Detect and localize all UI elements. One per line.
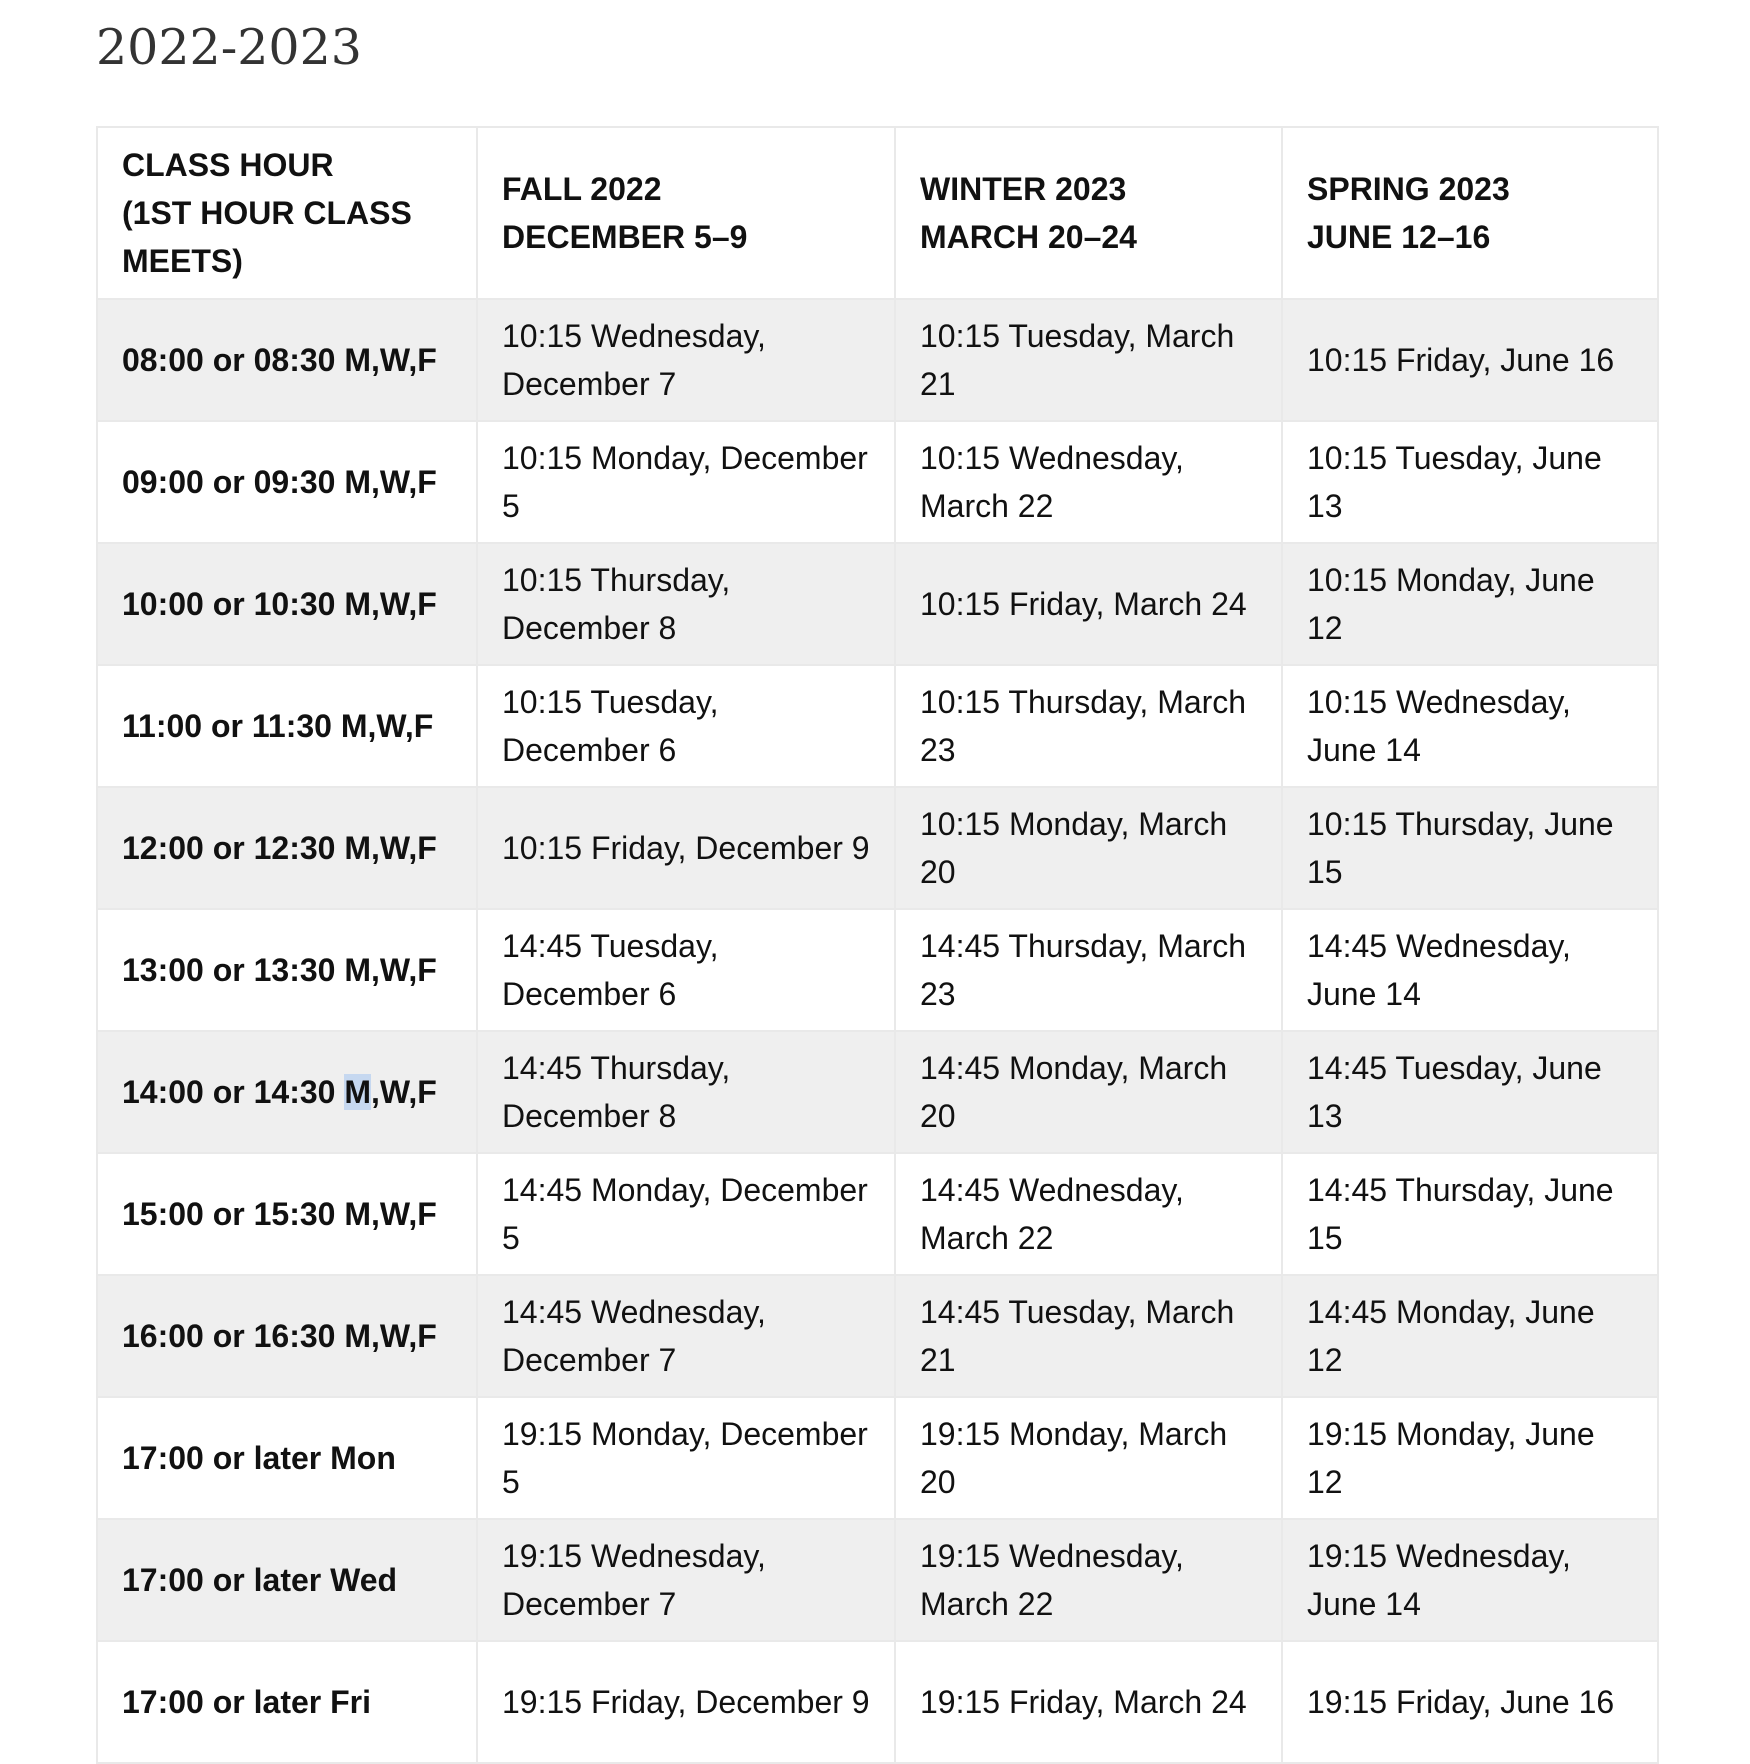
table-row xyxy=(97,299,1658,421)
header-line: MARCH 20–24 xyxy=(920,219,1137,255)
spring-exam-cell: 10:15 Wednesday, June 14 xyxy=(1282,665,1658,787)
winter-exam-cell: 10:15 Thursday, March 23 xyxy=(895,665,1282,787)
class-hour-cell: 10:00 or 10:30 M,W,F xyxy=(97,543,477,665)
fall-exam-cell: 19:15 Monday, December 5 xyxy=(477,1397,895,1519)
fall-exam-cell: 19:15 Wednesday, December 7 xyxy=(477,1519,895,1641)
class-hour-cell: 17:00 or later Wed xyxy=(97,1519,477,1641)
fall-exam-cell: 19:15 Friday, December 9 xyxy=(477,1641,895,1763)
class-hour-cell: 09:00 or 09:30 M,W,F xyxy=(97,421,477,543)
header-line: CLASS HOUR xyxy=(122,147,334,183)
table-row xyxy=(97,543,1658,665)
page-title: 2022-2023 xyxy=(96,19,362,76)
fall-exam-cell: 10:15 Wednesday, December 7 xyxy=(477,299,895,421)
winter-exam-cell: 14:45 Thursday, March 23 xyxy=(895,909,1282,1031)
fall-exam-cell: 10:15 Friday, December 9 xyxy=(477,787,895,909)
fall-exam-cell: 14:45 Thursday, December 8 xyxy=(477,1031,895,1153)
spring-exam-cell: 14:45 Wednesday, June 14 xyxy=(1282,909,1658,1031)
header-class-hour xyxy=(97,127,477,299)
table-row xyxy=(97,665,1658,787)
table-row xyxy=(97,1519,1658,1641)
table-row xyxy=(97,1641,1658,1763)
winter-exam-cell: 14:45 Tuesday, March 21 xyxy=(895,1275,1282,1397)
spring-exam-cell: 19:15 Friday, June 16 xyxy=(1282,1641,1658,1763)
winter-exam-cell: 14:45 Monday, March 20 xyxy=(895,1031,1282,1153)
class-hour-cell: 11:00 or 11:30 M,W,F xyxy=(97,665,477,787)
class-hour-cell: 08:00 or 08:30 M,W,F xyxy=(97,299,477,421)
winter-exam-cell: 19:15 Monday, March 20 xyxy=(895,1397,1282,1519)
fall-exam-cell: 10:15 Tuesday, December 6 xyxy=(477,665,895,787)
class-hour-text: ,W,F xyxy=(371,1074,437,1110)
fall-exam-cell: 10:15 Thursday, December 8 xyxy=(477,543,895,665)
exam-schedule-table xyxy=(96,126,1659,1764)
fall-exam-cell: 14:45 Monday, December 5 xyxy=(477,1153,895,1275)
table-row xyxy=(97,909,1658,1031)
spring-exam-cell: 14:45 Monday, June 12 xyxy=(1282,1275,1658,1397)
winter-exam-cell: 10:15 Friday, March 24 xyxy=(895,543,1282,665)
header-line: SPRING 2023 xyxy=(1307,171,1510,207)
text-selection-highlight: M xyxy=(344,1074,372,1110)
winter-exam-cell: 19:15 Wednesday, March 22 xyxy=(895,1519,1282,1641)
spring-exam-cell: 19:15 Wednesday, June 14 xyxy=(1282,1519,1658,1641)
class-hour-cell: 15:00 or 15:30 M,W,F xyxy=(97,1153,477,1275)
header-line: WINTER 2023 xyxy=(920,171,1127,207)
table-body xyxy=(97,299,1658,1763)
class-hour-cell: 17:00 or later Fri xyxy=(97,1641,477,1763)
winter-exam-cell: 10:15 Tuesday, March 21 xyxy=(895,299,1282,421)
table-row xyxy=(97,1275,1658,1397)
header-fall xyxy=(477,127,895,299)
header-line: (1ST HOUR CLASS MEETS) xyxy=(122,195,412,279)
header-row xyxy=(97,127,1658,299)
fall-exam-cell: 14:45 Wednesday, December 7 xyxy=(477,1275,895,1397)
winter-exam-cell: 10:15 Monday, March 20 xyxy=(895,787,1282,909)
table-row xyxy=(97,1397,1658,1519)
class-hour-cell: 13:00 or 13:30 M,W,F xyxy=(97,909,477,1031)
winter-exam-cell: 14:45 Wednesday, March 22 xyxy=(895,1153,1282,1275)
header-line: FALL 2022 xyxy=(502,171,662,207)
header-winter xyxy=(895,127,1282,299)
table-row xyxy=(97,787,1658,909)
spring-exam-cell: 19:15 Monday, June 12 xyxy=(1282,1397,1658,1519)
spring-exam-cell: 14:45 Thursday, June 15 xyxy=(1282,1153,1658,1275)
spring-exam-cell: 10:15 Tuesday, June 13 xyxy=(1282,421,1658,543)
header-line: JUNE 12–16 xyxy=(1307,219,1491,255)
table-row xyxy=(97,421,1658,543)
fall-exam-cell: 10:15 Monday, December 5 xyxy=(477,421,895,543)
fall-exam-cell: 14:45 Tuesday, December 6 xyxy=(477,909,895,1031)
class-hour-text: 14:00 or 14:30 xyxy=(122,1074,345,1110)
winter-exam-cell: 19:15 Friday, March 24 xyxy=(895,1641,1282,1763)
spring-exam-cell: 10:15 Monday, June 12 xyxy=(1282,543,1658,665)
table-row xyxy=(97,1031,1658,1153)
exam-schedule-table-wrapper xyxy=(96,126,1657,1764)
table-header xyxy=(97,127,1658,299)
class-hour-cell xyxy=(97,1031,477,1153)
header-line: DECEMBER 5–9 xyxy=(502,219,748,255)
spring-exam-cell: 10:15 Thursday, June 15 xyxy=(1282,787,1658,909)
spring-exam-cell: 10:15 Friday, June 16 xyxy=(1282,299,1658,421)
class-hour-cell: 17:00 or later Mon xyxy=(97,1397,477,1519)
table-row xyxy=(97,1153,1658,1275)
header-spring xyxy=(1282,127,1658,299)
class-hour-cell: 16:00 or 16:30 M,W,F xyxy=(97,1275,477,1397)
spring-exam-cell: 14:45 Tuesday, June 13 xyxy=(1282,1031,1658,1153)
class-hour-cell: 12:00 or 12:30 M,W,F xyxy=(97,787,477,909)
winter-exam-cell: 10:15 Wednesday, March 22 xyxy=(895,421,1282,543)
